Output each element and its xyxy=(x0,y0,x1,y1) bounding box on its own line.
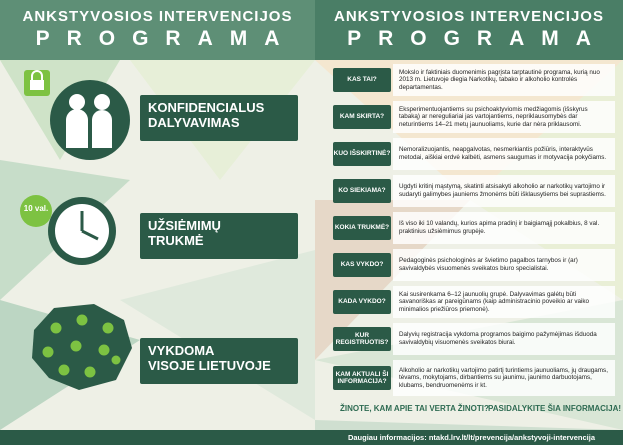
qa-answer: Dalyvių registracija vykdoma programos baigimo pažymėjimas išduoda savivaldybių visuomenės sveikatos biurai. xyxy=(393,323,615,355)
qa-question: KO SIEKIAMA? xyxy=(333,179,391,203)
banner-confidential xyxy=(140,95,298,141)
qa-answer: Eksperimentuojantiems su psichoaktyviomis medžiagomis (išskyrus tabaką) ar nereguliariai jas vartojantiems, nepriklausomybės dar neturintiems 14–21 metų jaunuoliams, kurie dar nėra priklausomi. xyxy=(393,101,615,133)
lock-icon xyxy=(30,80,44,90)
people-icon xyxy=(50,80,130,160)
qa-question: KUO IŠSKIRTINĖ? xyxy=(333,142,391,166)
qa-question: KAS VYKDO? xyxy=(333,253,391,277)
bottom-call-to-action: PASIDALYKITE ŠIA INFORMACIJA! xyxy=(488,404,622,413)
qa-row xyxy=(333,138,615,170)
qa-row xyxy=(333,212,615,244)
left-title-line1: ANKSTYVOSIOS INTERVENCIJOS xyxy=(22,8,293,25)
qa-row xyxy=(333,323,615,355)
banner-duration xyxy=(140,213,298,259)
qa-row xyxy=(333,286,615,318)
lithuania-map-icon-group xyxy=(24,300,139,400)
banner-line1: KONFIDENCIALUS xyxy=(148,100,265,115)
qa-answer: Nemoralizuojantis, neapgalvotas, nesmerkiantis požiūris, interaktyvūs metodai, aiškiai erdvė kalbėti, asmens saugumas ir motyvacija pokyčiams. xyxy=(393,138,615,170)
left-title-line2: PROGRAMA xyxy=(35,27,297,50)
right-title xyxy=(315,8,623,51)
qa-row xyxy=(333,360,615,396)
qa-answer: Mokslo ir faktiniais duomenimis pagrįsta tarptautinė programa, kurią nuo 2013 m. Lietuvoje diegia Narkotikų, tabako ir alkoholio kontrolės departamentas. xyxy=(393,64,615,96)
banner-line1: VYKDOMA xyxy=(148,343,215,358)
right-title-line1: ANKSTYVOSIOS INTERVENCIJOS xyxy=(334,8,604,25)
qa-question: KAM AKTUALI ŠI INFORMACIJA? xyxy=(333,366,391,390)
clock-label: 10 val. xyxy=(23,204,49,213)
banner-line1: UŽSIĖMIMŲ xyxy=(148,218,221,233)
bottom-question: ŽINOTE, KAM APIE TAI VERTA ŽINOTI? xyxy=(340,404,489,413)
right-title-line2: PROGRAMA xyxy=(347,27,608,50)
left-title xyxy=(0,8,315,51)
qa-row xyxy=(333,101,615,133)
qa-row xyxy=(333,249,615,281)
qa-answer: Pedagoginės psichologinės ar švietimo pagalbos tarnybos ir (ar) savivaldybės visuomenės sveikatos biuro specialistai. xyxy=(393,249,615,281)
qa-question: KOKIA TRUKMĖ? xyxy=(333,216,391,240)
qa-question: KAM SKIRTA? xyxy=(333,105,391,129)
confidential-icon-group xyxy=(22,68,142,183)
banner-line2: DALYVAVIMAS xyxy=(148,115,240,130)
footer-more-info: Daugiau informacijos: ntakd.lrv.lt/lt/prevencija/ankstyvoji-intervencija xyxy=(0,430,623,445)
qa-answer: Kai susirenkama 6–12 jaunuolių grupė. Dalyvavimas galėtų būti savanoriškas ar pareigūnams (kaip administracinio poveikio ar vaiko minimalios priežiūros priemonė). xyxy=(393,286,615,318)
qa-row xyxy=(333,64,615,96)
qa-answer: Ugdyti kritinį mąstymą, skatinti atsisakyti alkoholio ar narkotikų vartojimo ir sudaryti galimybes jauniems žmonėms būti išklausytiems bei suprastiems. xyxy=(393,175,615,207)
banner-line2: TRUKMĖ xyxy=(148,233,204,248)
qa-question: KUR REGISTRUOTIS? xyxy=(333,327,391,351)
qa-row xyxy=(333,175,615,207)
qa-answer: Iš viso iki 10 valandų, kurios apima pradinį ir baigiamąjį pokalbius, 8 val. praktinius užsiėmimus grupėje. xyxy=(393,212,615,244)
qa-question: KAS TAI? xyxy=(333,68,391,92)
clock-icon-group xyxy=(18,193,133,278)
qa-answer: Alkoholio ar narkotikų vartojimo patirtį turintiems jaunuoliams, jų draugams, tėvams, mokytojams, dirbantiems su jaunimu, jaunimo darbuotojams, klubams, bendruomenėms ir kt. xyxy=(393,360,615,396)
banner-line2: VISOJE LIETUVOJE xyxy=(148,358,271,373)
qa-question: KADA VYKDO? xyxy=(333,290,391,314)
banner-nationwide xyxy=(140,338,298,384)
